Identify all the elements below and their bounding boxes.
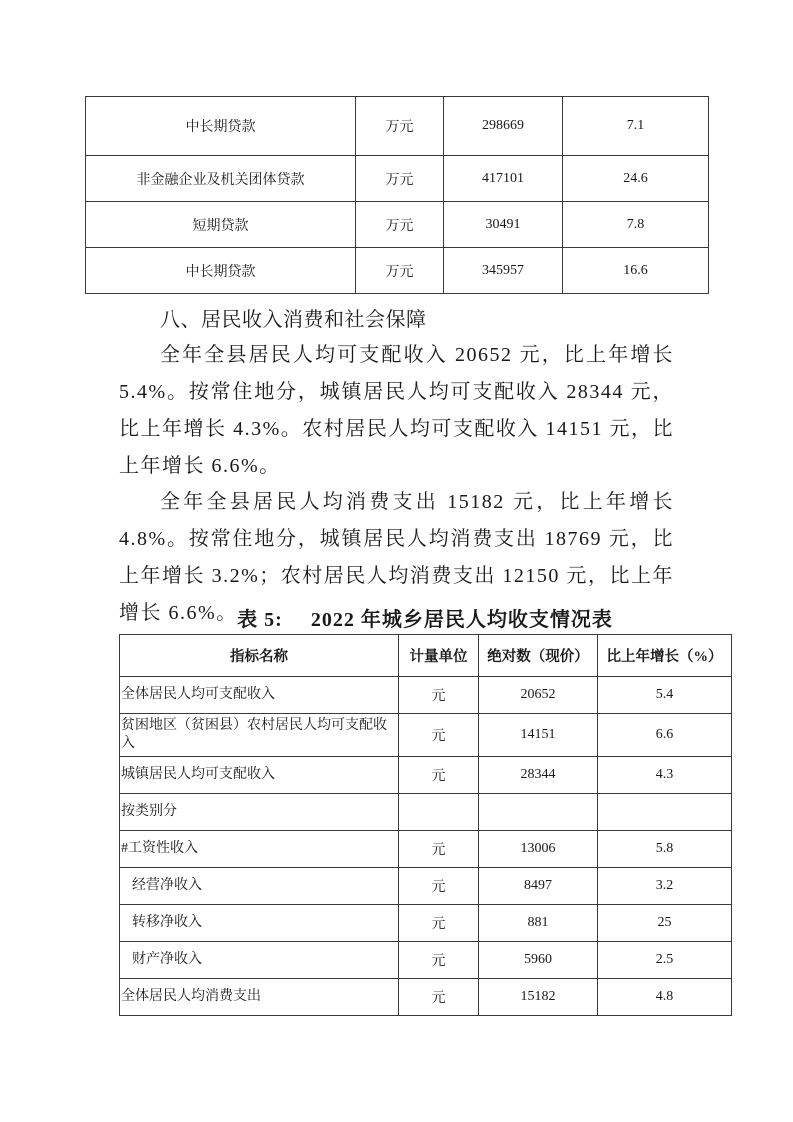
row-growth — [598, 794, 732, 831]
row-growth: 6.6 — [598, 714, 732, 757]
row-growth: 25 — [598, 905, 732, 942]
row-value: 14151 — [479, 714, 598, 757]
row-name: 中长期贷款 — [86, 97, 356, 156]
row-value: 5960 — [479, 942, 598, 979]
row-growth: 7.8 — [563, 202, 709, 248]
row-unit: 元 — [399, 757, 479, 794]
row-name: 城镇居民人均可支配收入 — [120, 757, 399, 794]
table-header-row — [120, 635, 732, 677]
row-unit: 元 — [399, 868, 479, 905]
row-growth: 4.8 — [598, 979, 732, 1016]
row-value: 20652 — [479, 677, 598, 714]
table-row — [120, 905, 732, 942]
header-unit: 计量单位 — [399, 635, 479, 677]
row-value: 15182 — [479, 979, 598, 1016]
table-row — [86, 202, 709, 248]
table-row — [86, 248, 709, 294]
row-unit: 万元 — [356, 248, 444, 294]
row-name: 转移净收入 — [120, 905, 399, 942]
loan-table — [85, 96, 709, 294]
row-growth: 4.3 — [598, 757, 732, 794]
table-title — [119, 603, 731, 632]
header-name: 指标名称 — [120, 635, 399, 677]
table-row — [120, 794, 732, 831]
row-value: 298669 — [444, 97, 563, 156]
row-value — [479, 794, 598, 831]
table-row — [86, 156, 709, 202]
row-value: 28344 — [479, 757, 598, 794]
header-growth: 比上年增长（%） — [598, 635, 732, 677]
row-value: 13006 — [479, 831, 598, 868]
row-growth: 3.2 — [598, 868, 732, 905]
row-value: 417101 — [444, 156, 563, 202]
row-name: 非金融企业及机关团体贷款 — [86, 156, 356, 202]
row-unit: 元 — [399, 714, 479, 757]
paragraph-consumption: 全年全县居民人均消费支出 15182 元，比上年增长 4.8%。按常住地分，城镇居民人均消费支出 18769 元，比上年增长 3.2%；农村居民人均消费支出 12150 元，比上年增长 6.6%。 — [119, 491, 674, 624]
row-unit: 万元 — [356, 202, 444, 248]
row-growth: 7.1 — [563, 97, 709, 156]
table-title-text: 2022 年城乡居民人均收支情况表 — [310, 609, 613, 631]
row-unit: 元 — [399, 942, 479, 979]
row-value: 345957 — [444, 248, 563, 294]
row-name: 财产净收入 — [120, 942, 399, 979]
header-value: 绝对数（现价） — [479, 635, 598, 677]
row-unit: 元 — [399, 831, 479, 868]
row-unit: 元 — [399, 677, 479, 714]
table-number: 表 5: — [237, 609, 283, 631]
table-row — [120, 831, 732, 868]
row-value: 8497 — [479, 868, 598, 905]
row-unit: 元 — [399, 979, 479, 1016]
paragraph-income: 全年全县居民人均可支配收入 20652 元，比上年增长 5.4%。按常住地分，城镇居民人均可支配收入 28344 元，比上年增长 4.3%。农村居民人均可支配收入 14151 元，比上年增长 6.6%。 — [119, 344, 674, 477]
row-value: 30491 — [444, 202, 563, 248]
row-unit: 元 — [399, 905, 479, 942]
table-row — [86, 97, 709, 156]
row-name: 按类别分 — [120, 794, 399, 831]
row-name: 中长期贷款 — [86, 248, 356, 294]
table-row — [120, 677, 732, 714]
row-name: 经营净收入 — [120, 868, 399, 905]
table-row — [120, 942, 732, 979]
table-row — [120, 714, 732, 757]
table-row — [120, 979, 732, 1016]
row-growth: 16.6 — [563, 248, 709, 294]
row-growth: 5.8 — [598, 831, 732, 868]
section-heading: 八、居民收入消费和社会保障 — [160, 307, 427, 331]
income-table — [119, 634, 732, 1016]
row-name: 短期贷款 — [86, 202, 356, 248]
row-unit — [399, 794, 479, 831]
table-row — [120, 757, 732, 794]
table-row — [120, 868, 732, 905]
row-growth: 24.6 — [563, 156, 709, 202]
row-unit: 万元 — [356, 97, 444, 156]
row-name: #工资性收入 — [120, 831, 399, 868]
row-unit: 万元 — [356, 156, 444, 202]
row-growth: 2.5 — [598, 942, 732, 979]
row-name: 全体居民人均可支配收入 — [120, 677, 399, 714]
row-value: 881 — [479, 905, 598, 942]
row-growth: 5.4 — [598, 677, 732, 714]
row-name: 贫困地区（贫困县）农村居民人均可支配收入 — [120, 714, 399, 757]
row-name: 全体居民人均消费支出 — [120, 979, 399, 1016]
